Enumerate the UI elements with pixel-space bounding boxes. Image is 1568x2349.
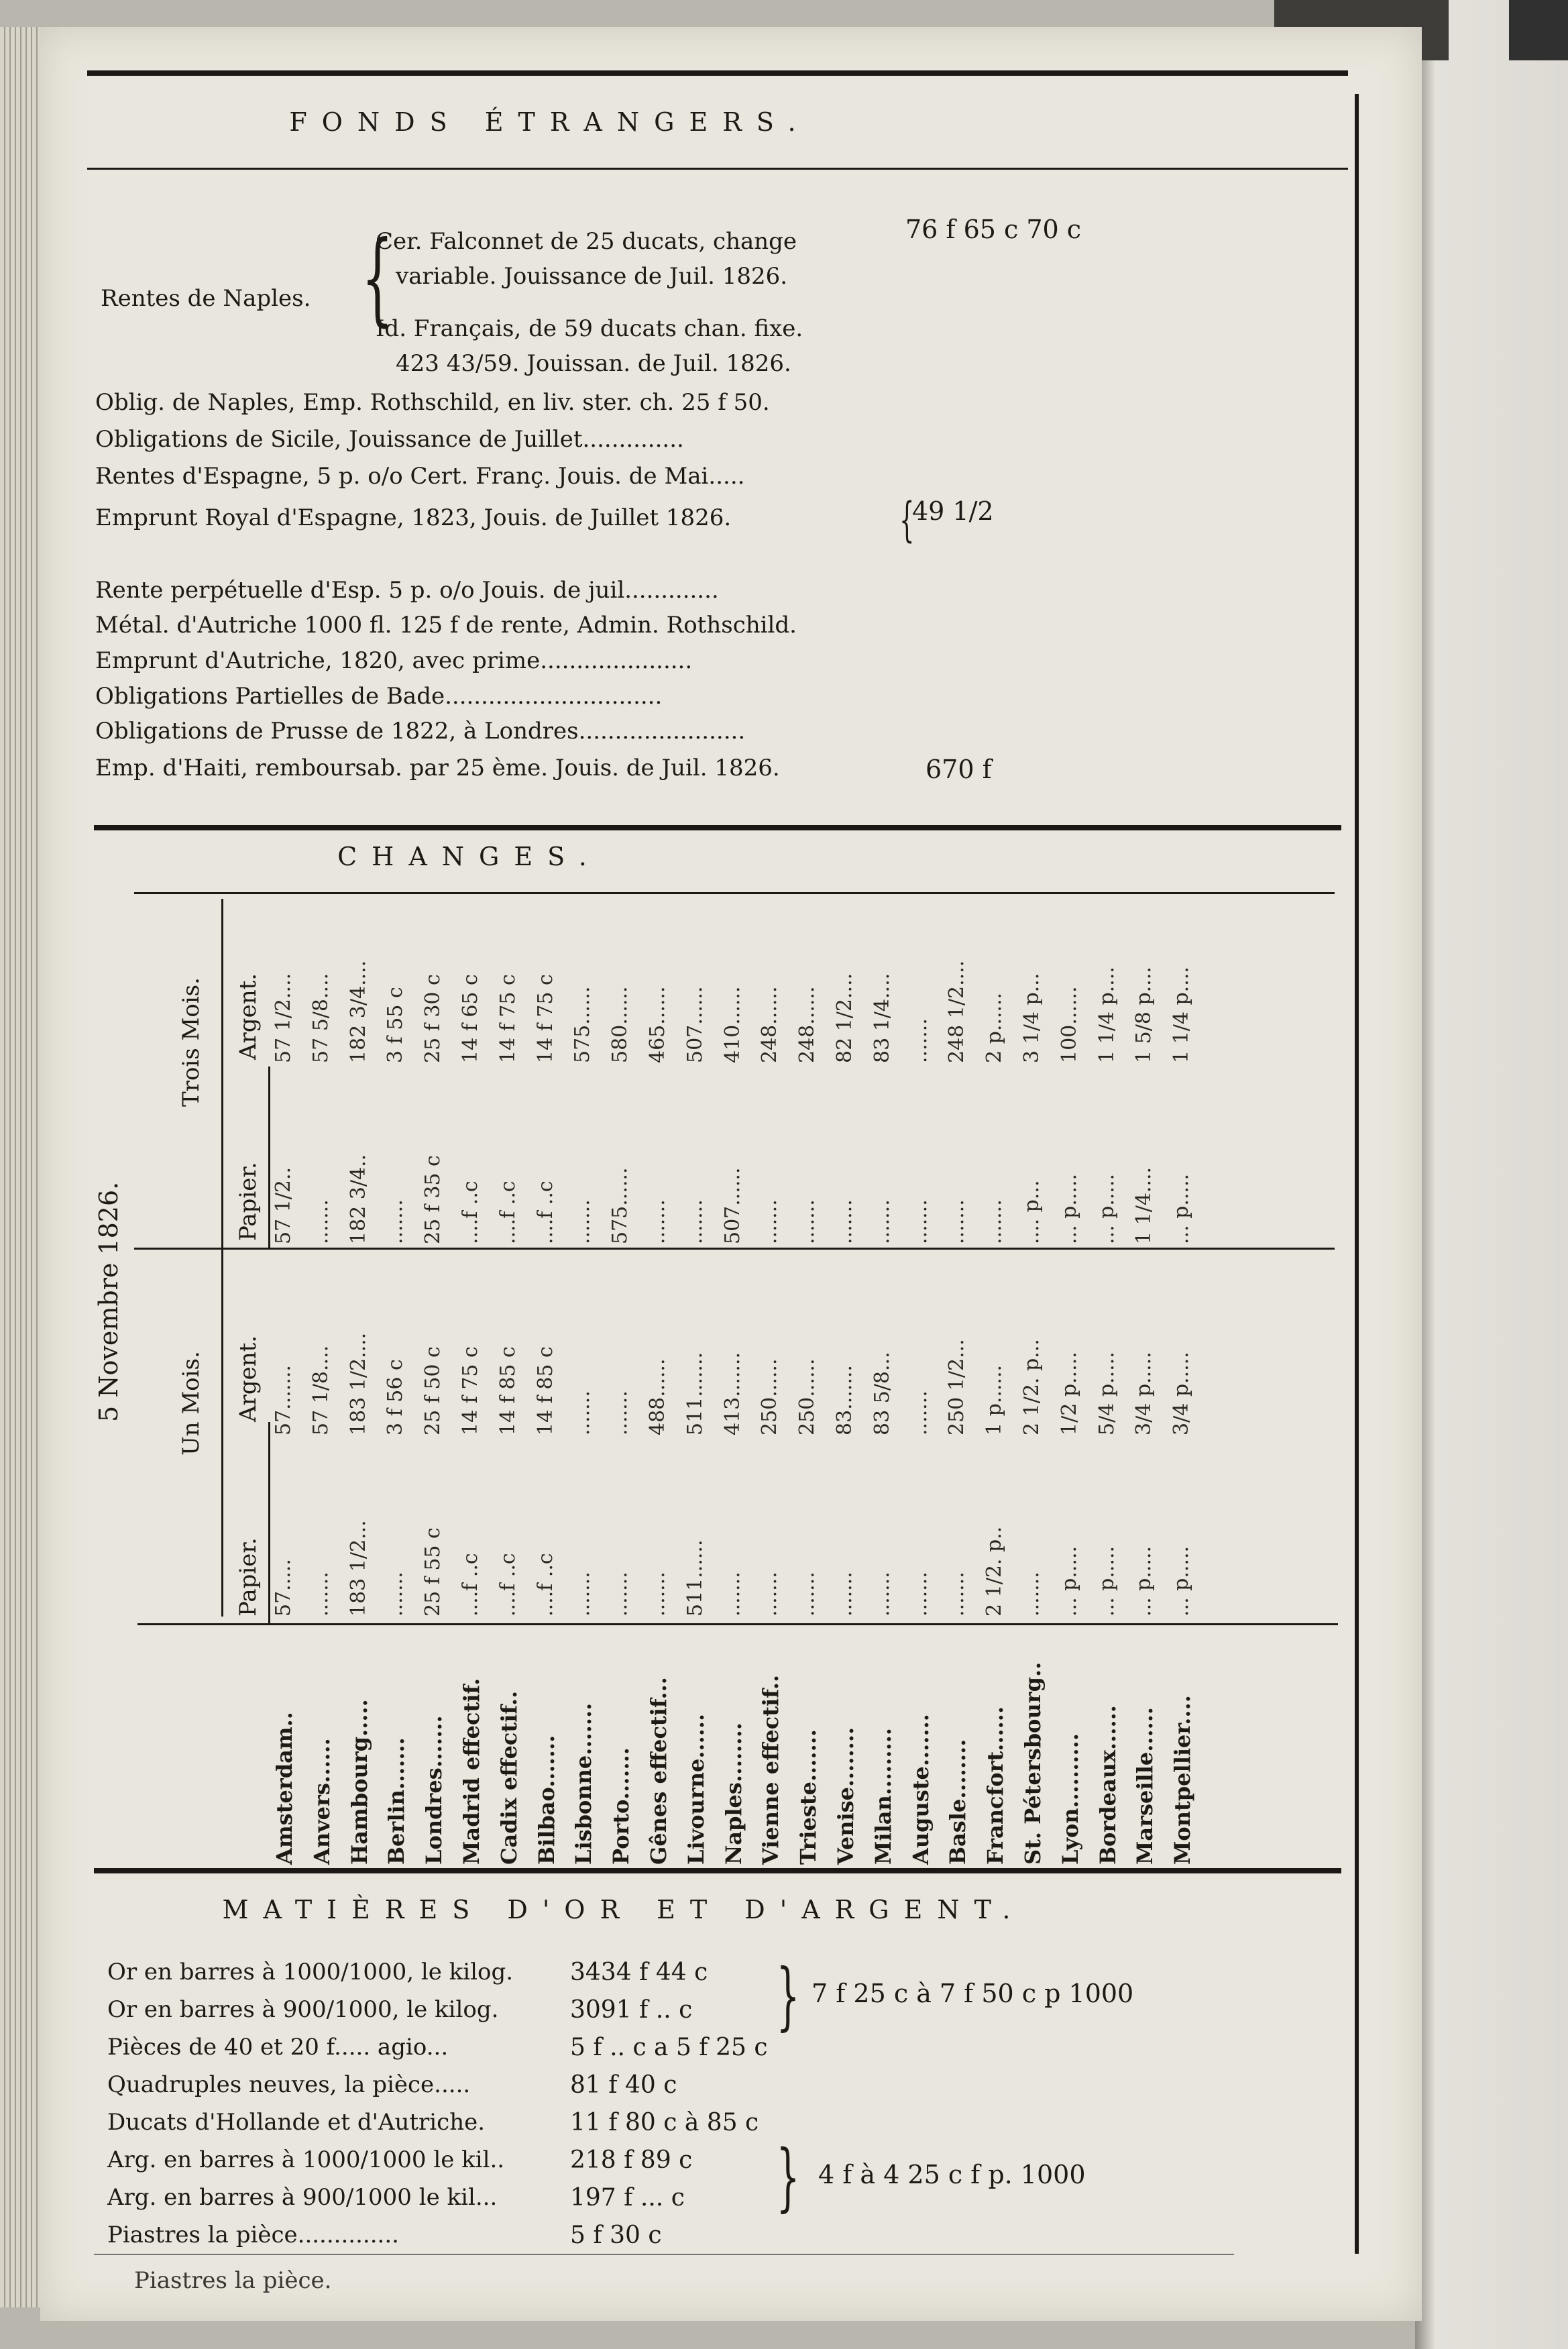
or-brace: }: [776, 1953, 800, 2038]
naples-item-3: Id. Français, de 59 ducats chan. fixe.: [376, 315, 803, 342]
trois-papier-24: ... p.....: [1170, 1173, 1194, 1244]
trois-argent-13: 248......: [758, 986, 782, 1063]
city-10: Gênes effectif...: [646, 1677, 671, 1865]
un-papier-1: .......: [309, 1572, 333, 1617]
fonds-row-1: Oblig. de Naples, Emp. Rothschild, en liv. ster. ch. 25 f 50.: [95, 389, 770, 416]
un-argent-5: 14 f 75 c: [459, 1346, 482, 1435]
un-argent-10: 488......: [646, 1358, 669, 1435]
trois-argent-23: 1 5/8 p....: [1132, 967, 1156, 1063]
trois-argent-2: 182 3/4....: [346, 960, 370, 1063]
fonds-row-8: Obligations Partielles de Bade..............................: [95, 683, 663, 710]
trois-papier-13: .......: [758, 1199, 782, 1244]
naples-label: Rentes de Naples.: [101, 285, 311, 312]
facing-page-edge: [1415, 0, 1568, 2349]
matiere-label-4: Ducats d'Hollande et d'Autriche.: [107, 2109, 486, 2136]
un-papier-18: .......: [945, 1572, 969, 1617]
un-argent-2: 183 1/2....: [346, 1332, 370, 1435]
city-16: Milan.........: [870, 1728, 896, 1865]
matiere-label-7: Piastres la pièce..............: [107, 2222, 399, 2248]
un-papier-21: ... p.....: [1057, 1545, 1081, 1617]
changes-date: 5 Novembre 1826.: [94, 1181, 123, 1422]
un-papier-4: 25 f 55 c: [421, 1527, 445, 1617]
un-argent-7: 14 f 85 c: [533, 1346, 557, 1435]
espagne-value: 49 1/2: [912, 496, 994, 526]
trois-col-papier: Papier.: [235, 1162, 262, 1241]
espagne-brace: {: [899, 492, 915, 547]
un-papier-19: 2 1/2. p..: [983, 1526, 1007, 1617]
un-papier-8: .......: [571, 1572, 595, 1617]
footer-rule: [94, 2254, 1234, 2255]
trois-papier-15: .......: [833, 1199, 856, 1244]
city-1: Anvers......: [309, 1738, 335, 1865]
city-19: Francfort......: [983, 1706, 1009, 1865]
trois-papier-9: 575......: [608, 1167, 632, 1244]
period-un-mois: Un Mois.: [178, 1351, 205, 1456]
trois-argent-22: 1 1/4 p....: [1095, 967, 1119, 1063]
trois-argent-0: 57 1/2....: [272, 973, 295, 1063]
un-argent-6: 14 f 85 c: [496, 1346, 520, 1435]
un-col-papier: Papier.: [235, 1537, 262, 1617]
matiere-label-5: Arg. en barres à 1000/1000 le kil..: [107, 2146, 505, 2173]
un-argent-19: 1 p......: [983, 1364, 1007, 1435]
un-argent-13: 250......: [758, 1358, 782, 1435]
matiere-value-3: 81 f 40 c: [570, 2071, 677, 2099]
un-argent-12: 413.......: [720, 1352, 744, 1435]
scan-border-dark-right: [1509, 0, 1568, 60]
trois-argent-17: .......: [907, 1018, 932, 1063]
un-argent-22: 5/4 p.....: [1095, 1352, 1119, 1435]
city-11: Livourne......: [683, 1713, 709, 1865]
un-argent-14: 250......: [795, 1358, 820, 1435]
trois-argent-8: 575......: [571, 986, 595, 1063]
fonds-row-7: Emprunt d'Autriche, 1820, avec prime.....................: [95, 647, 693, 674]
fonds-row-3: Rentes d'Espagne, 5 p. o/o Cert. Franç. Jouis. de Mai.....: [95, 463, 745, 490]
trois-papier-3: .......: [384, 1199, 408, 1244]
trois-papier-10: .......: [646, 1199, 669, 1244]
trois-argent-19: 2 p......: [983, 992, 1007, 1063]
fonds-row-6: Métal. d'Autriche 1000 fl. 125 f de rente, Admin. Rothschild.: [95, 612, 797, 639]
matiere-value-0: 3434 f 44 c: [570, 1959, 708, 1986]
matiere-value-7: 5 f 30 c: [570, 2222, 662, 2249]
un-argent-8: .......: [571, 1390, 595, 1435]
un-papier-9: .......: [608, 1572, 632, 1617]
un-papier-7: ....f ..c: [533, 1553, 557, 1617]
un-papier-12: .......: [720, 1572, 744, 1617]
trois-argent-11: 507......: [683, 986, 707, 1063]
matiere-label-3: Quadruples neuves, la pièce.....: [107, 2071, 471, 2098]
trois-papier-0: 57 1/2..: [272, 1166, 295, 1244]
trois-argent-16: 83 1/4....: [870, 973, 894, 1063]
trois-argent-6: 14 f 75 c: [496, 974, 520, 1063]
fonds-row-5: Rente perpétuelle d'Esp. 5 p. o/o Jouis. de juil.............: [95, 577, 719, 604]
document-page: [40, 27, 1422, 2321]
fonds-heading: FONDS ÉTRANGERS.: [289, 107, 811, 137]
trois-argent-9: 580......: [608, 986, 632, 1063]
trois-papier-4: 25 f 35 c: [421, 1155, 445, 1244]
city-13: Vienne effectif..: [758, 1674, 784, 1865]
city-21: Lyon..........: [1057, 1733, 1083, 1865]
un-papier-17: .......: [907, 1572, 932, 1617]
un-papier-2: 183 1/2...: [346, 1520, 370, 1617]
matiere-label-2: Pièces de 40 et 20 f..... agio...: [107, 2034, 449, 2061]
un-argent-4: 25 f 50 c: [421, 1346, 445, 1435]
trois-argent-14: 248......: [795, 986, 820, 1063]
trois-papier-8: .......: [571, 1199, 595, 1244]
city-15: Venise........: [833, 1727, 858, 1865]
naples-brace: {: [361, 220, 394, 337]
un-papier-23: ... p.....: [1132, 1545, 1156, 1617]
period-trois-mois: Trois Mois.: [178, 977, 205, 1107]
matiere-label-6: Arg. en barres à 900/1000 le kil...: [107, 2184, 498, 2211]
trois-papier-11: .......: [683, 1199, 707, 1244]
un-papier-11: 511......: [683, 1539, 707, 1617]
trois-papier-14: .......: [795, 1199, 820, 1244]
trois-papier-21: ... p.....: [1057, 1173, 1081, 1244]
un-col-divider: [268, 1422, 270, 1623]
trois-col-argent: Argent.: [235, 973, 262, 1060]
fonds-row-4: Emprunt Royal d'Espagne, 1823, Jouis. de Juillet 1826.: [95, 504, 732, 531]
un-papier-10: .......: [646, 1572, 669, 1617]
city-7: Bilbao.......: [533, 1735, 559, 1865]
un-papier-22: ... p.....: [1095, 1545, 1119, 1617]
trois-papier-20: .... p...: [1020, 1180, 1044, 1244]
un-argent-21: 1/2 p.....: [1057, 1352, 1081, 1435]
trois-argent-21: 100......: [1057, 986, 1081, 1063]
un-argent-11: 511.......: [683, 1352, 707, 1435]
changes-mid-rule: [134, 1248, 1335, 1250]
city-20: St. Pétersbourg..: [1020, 1661, 1046, 1865]
city-9: Porto.......: [608, 1747, 634, 1865]
trois-papier-22: ... p.....: [1095, 1173, 1119, 1244]
matieres-top-rule: [94, 1868, 1341, 1873]
trois-papier-6: ....f ..c: [496, 1181, 520, 1244]
fonds-row-2: Obligations de Sicile, Jouissance de Juillet..............: [95, 426, 684, 453]
naples-item-2: variable. Jouissance de Juil. 1826.: [396, 263, 788, 290]
fonds-row-9: Obligations de Prusse de 1822, à Londres.......................: [95, 718, 746, 745]
un-argent-18: 250 1/2...: [945, 1339, 969, 1435]
trois-argent-3: 3 f 55 c: [384, 987, 408, 1063]
naples-value: 76 f 65 c 70 c: [905, 215, 1082, 244]
trois-papier-19: .......: [983, 1199, 1007, 1244]
un-papier-13: .......: [758, 1572, 782, 1617]
un-argent-17: .......: [907, 1390, 932, 1435]
un-argent-3: 3 f 56 c: [384, 1359, 408, 1435]
un-papier-24: ... p.....: [1170, 1545, 1194, 1617]
un-papier-20: .......: [1020, 1572, 1044, 1617]
footer-text: Piastres la pièce.: [134, 2267, 332, 2294]
city-23: Marseille......: [1132, 1706, 1158, 1865]
city-18: Basle........: [945, 1739, 971, 1865]
fonds-row-10: Emp. d'Haiti, remboursab. par 25 ème. Jouis. de Juil. 1826.: [95, 755, 780, 781]
matiere-value-1: 3091 f .. c: [570, 1996, 693, 2024]
trois-papier-18: .......: [945, 1199, 969, 1244]
trois-col-divider: [268, 1067, 270, 1248]
matiere-value-5: 218 f 89 c: [570, 2146, 693, 2174]
un-papier-14: .......: [795, 1572, 820, 1617]
un-argent-24: 3/4 p.....: [1170, 1352, 1194, 1435]
matiere-value-2: 5 f .. c a 5 f 25 c: [570, 2034, 768, 2061]
city-0: Amsterdam..: [272, 1712, 297, 1865]
naples-item-4: 423 43/59. Jouissan. de Juil. 1826.: [396, 350, 791, 377]
trois-argent-12: 410......: [720, 986, 744, 1063]
trois-argent-1: 57 5/8....: [309, 973, 333, 1063]
trois-papier-16: .......: [870, 1199, 894, 1244]
un-argent-20: 2 1/2. p...: [1020, 1339, 1044, 1435]
city-24: Montpellier....: [1170, 1695, 1196, 1865]
un-argent-1: 57 1/8....: [309, 1345, 333, 1435]
un-argent-9: .......: [608, 1390, 632, 1435]
city-12: Naples........: [720, 1722, 746, 1865]
city-2: Hambourg.....: [346, 1699, 372, 1865]
changes-city-rule: [137, 1623, 1338, 1625]
un-papier-5: ....f ..c: [459, 1553, 482, 1617]
un-col-argent: Argent.: [235, 1335, 262, 1422]
or-range: 7 f 25 c à 7 f 50 c p 1000: [811, 1979, 1134, 2008]
trois-argent-4: 25 f 30 c: [421, 974, 445, 1063]
trois-argent-15: 82 1/2....: [833, 973, 856, 1063]
trois-papier-7: ....f ..c: [533, 1181, 557, 1244]
city-5: Madrid effectif.: [459, 1678, 484, 1865]
un-argent-15: 83.......: [833, 1365, 856, 1435]
city-14: Trieste.......: [795, 1729, 822, 1865]
matiere-label-0: Or en barres à 1000/1000, le kilog.: [107, 1959, 514, 1985]
un-papier-16: .......: [870, 1572, 894, 1617]
city-8: Lisbonne.......: [571, 1702, 597, 1865]
matiere-value-4: 11 f 80 c à 85 c: [570, 2109, 759, 2136]
trois-papier-17: .......: [907, 1199, 932, 1244]
trois-papier-5: ....f ..c: [459, 1181, 482, 1244]
un-papier-3: .......: [384, 1572, 408, 1617]
arg-brace: }: [776, 2134, 800, 2220]
un-argent-16: 83 5/8...: [870, 1352, 894, 1435]
un-papier-15: .......: [833, 1572, 856, 1617]
trois-argent-18: 248 1/2....: [945, 960, 969, 1063]
city-17: Auguste.......: [907, 1714, 934, 1865]
trois-argent-7: 14 f 75 c: [533, 974, 557, 1063]
trois-argent-5: 14 f 65 c: [459, 974, 482, 1063]
trois-papier-1: .......: [309, 1199, 333, 1244]
changes-heading: CHANGES.: [337, 842, 602, 871]
trois-papier-23: 1 1/4....: [1132, 1166, 1156, 1244]
un-argent-0: 57.......: [272, 1365, 295, 1435]
trois-papier-12: 507......: [720, 1167, 744, 1244]
city-6: Cadix effectif..: [496, 1690, 522, 1865]
matieres-heading: MATIÈRES D'OR ET D'ARGENT.: [222, 1895, 1025, 1924]
city-3: Berlin.......: [384, 1737, 410, 1865]
un-papier-0: 57.....: [272, 1559, 295, 1617]
matiere-value-6: 197 f ... c: [570, 2184, 685, 2211]
un-papier-6: ....f ..c: [496, 1553, 520, 1617]
city-22: Bordeaux......: [1095, 1705, 1121, 1865]
trois-papier-2: 182 3/4..: [346, 1154, 370, 1244]
un-argent-23: 3/4 p.....: [1132, 1352, 1156, 1435]
matiere-label-1: Or en barres à 900/1000, le kilog.: [107, 1996, 499, 2023]
trois-argent-24: 1 1/4 p....: [1170, 967, 1194, 1063]
haiti-value: 670 f: [926, 755, 992, 784]
naples-item-1: Cer. Falconnet de 25 ducats, change: [376, 228, 797, 255]
period-divider: [221, 899, 223, 1617]
city-4: Londres.......: [421, 1715, 447, 1865]
arg-range: 4 f à 4 25 c f p. 1000: [818, 2160, 1086, 2189]
trois-argent-10: 465......: [646, 986, 669, 1063]
trois-argent-20: 3 1/4 p...: [1020, 973, 1044, 1063]
